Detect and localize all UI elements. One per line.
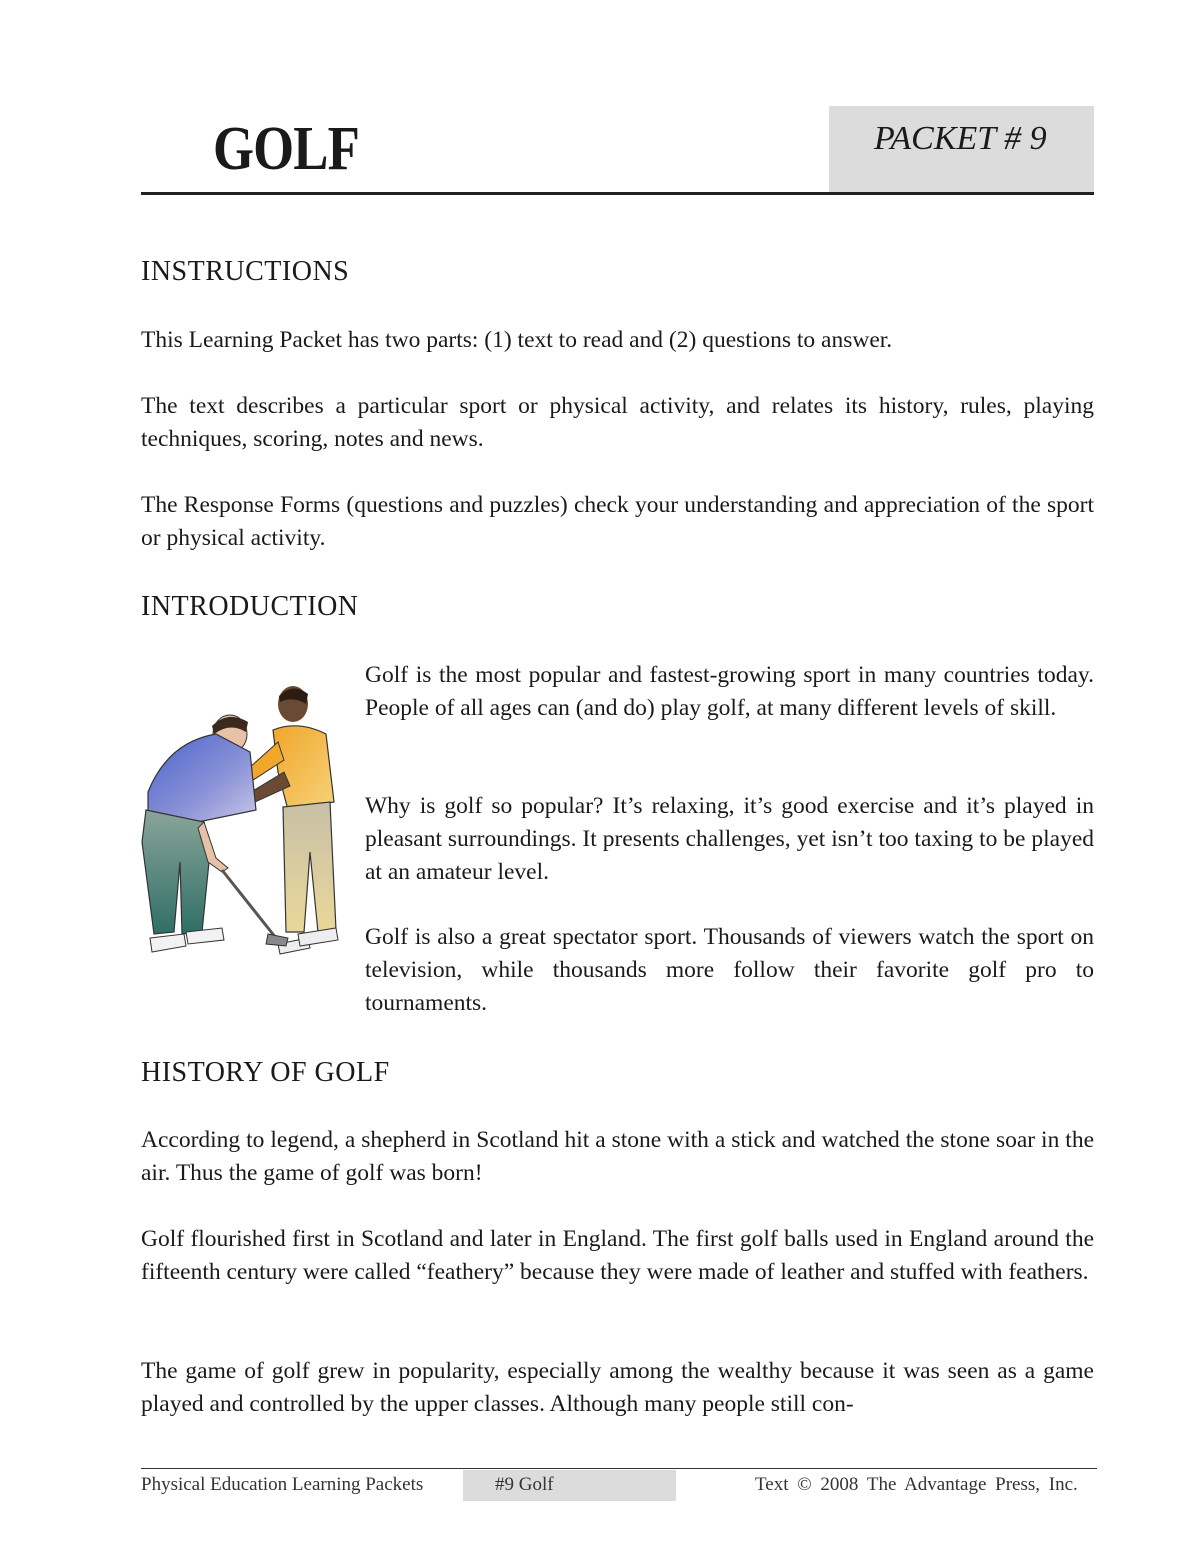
history-paragraph-1: According to legend, a shepherd in Scotland hit a stone with a stick and watched the stone soar in the air. Thus the game of golf was born! [141, 1127, 1094, 1186]
page-title: GOLF [213, 115, 359, 183]
footer-packet-label: #9 Golf [495, 1474, 554, 1495]
history-paragraph-3: The game of golf grew in popularity, especially among the wealthy because it was seen as a game played and controlled by the upper classes. Although many people still con- [141, 1358, 1094, 1417]
introduction-paragraph-1: Golf is the most popular and fastest-growing sport in many countries today. People of all ages can (and do) play golf, at many different levels of skill. [365, 662, 1094, 721]
footer-rule [141, 1468, 1097, 1469]
history-heading: HISTORY OF GOLF [141, 1057, 390, 1088]
footer-copyright: Text © 2008 The Advantage Press, Inc. [755, 1474, 1078, 1495]
instructions-heading: INSTRUCTIONS [141, 256, 350, 287]
instructions-paragraph-2: The text describes a particular sport or physical activity, and relates its history, rules, playing techniques, scoring, notes and news. [141, 393, 1094, 452]
instructions-paragraph-1: This Learning Packet has two parts: (1) text to read and (2) questions to answer. [141, 327, 893, 353]
header-rule [141, 192, 1094, 195]
golf-instructor-illustration [138, 682, 348, 974]
packet-label-box [829, 106, 1094, 194]
footer-packet-box [463, 1470, 676, 1501]
instructions-paragraph-3: The Response Forms (questions and puzzles) check your understanding and appreciation of the sport or physical activity. [141, 492, 1094, 551]
packet-label: PACKET # 9 [874, 120, 1047, 157]
history-paragraph-2: Golf flourished first in Scotland and later in England. The first golf balls used in England around the fifteenth century were called “feathery” because they were made of leather and stuffed with feathers. [141, 1226, 1094, 1285]
introduction-paragraph-2: Why is golf so popular? It’s relaxing, it’s good exercise and it’s played in pleasant surroundings. It presents challenges, yet isn’t too taxing to be played at an amateur level. [365, 793, 1094, 885]
introduction-paragraph-3: Golf is also a great spectator sport. Thousands of viewers watch the sport on television, while thousands more follow their favorite golf pro to tournaments. [365, 924, 1094, 1016]
introduction-heading: INTRODUCTION [141, 591, 359, 622]
footer-series-title: Physical Education Learning Packets [141, 1474, 424, 1495]
